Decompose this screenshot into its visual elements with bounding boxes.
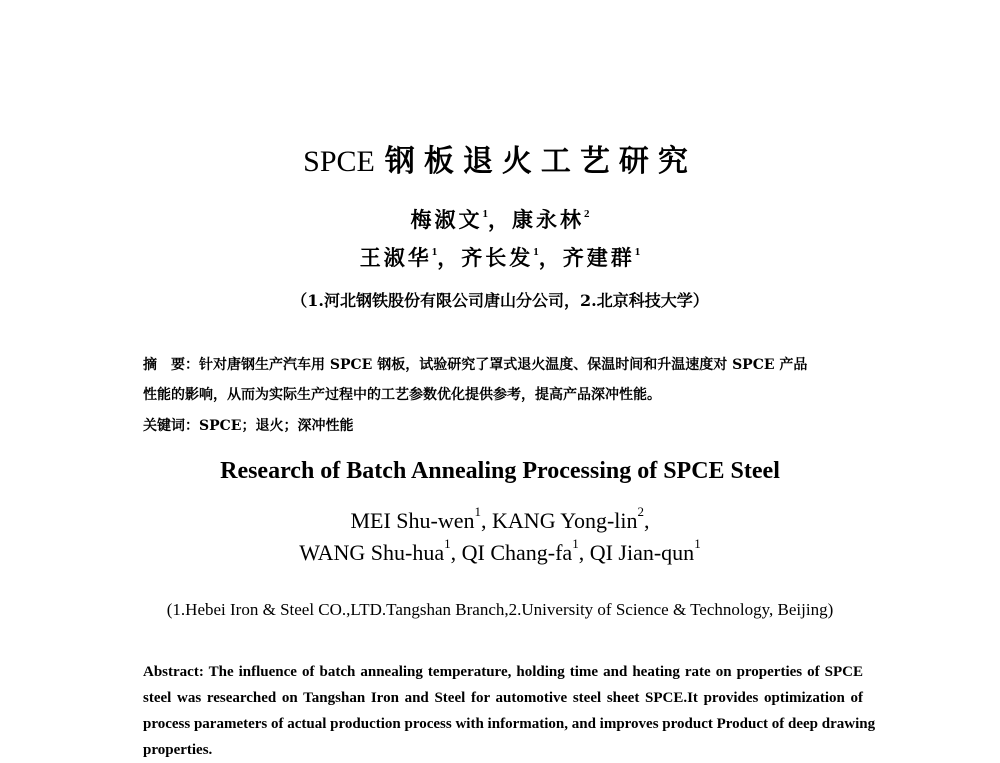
cn-author: 齐建群 <box>562 245 635 270</box>
english-authors-line-2 <box>0 535 1000 566</box>
english-abstract <box>143 659 876 763</box>
en-author: WANG Shu-hua <box>299 540 445 565</box>
cn-author-affil-mark: 1 <box>431 246 438 258</box>
cn-author-affil-mark: 1 <box>634 246 641 258</box>
english-abstract-line: properties. <box>143 742 213 758</box>
chinese-affiliation: （1.河北钢铁股份有限公司唐山分公司，2.北京科技大学） <box>291 291 709 310</box>
cn-author-separator: ， <box>488 207 512 232</box>
chinese-title <box>0 136 1000 180</box>
english-abstract-line: steel was researched on Tangshan Iron and Steel for automotive steel sheet SPCE.It provides optimization of <box>143 690 863 706</box>
english-affiliation: (1.Hebei Iron & Steel CO.,LTD.Tangshan Branch,2.University of Science & Technology, Beijing) <box>166 600 834 619</box>
en-author-separator: , <box>450 540 462 565</box>
chinese-keywords-label: 关键词： <box>143 418 199 434</box>
en-author-affil-mark: 1 <box>572 535 579 551</box>
chinese-keywords-text: SPCE；退火；深冲性能 <box>199 418 354 434</box>
cn-author-separator: ， <box>437 245 462 270</box>
cn-author: 梅淑文 <box>410 207 483 232</box>
english-abstract-line: process parameters of actual production process with information, and improves product Product of deep drawing <box>143 716 876 732</box>
en-author: QI Chang-fa <box>461 540 573 565</box>
cn-author-affil-mark: 2 <box>584 208 590 220</box>
cn-author: 齐长发 <box>461 245 534 270</box>
cn-author-affil-mark: 1 <box>482 208 488 220</box>
en-author: KANG Yong-lin <box>492 508 638 533</box>
chinese-authors-line-2 <box>0 242 1000 272</box>
en-author: QI Jian-qun <box>589 540 695 565</box>
english-abstract-line <box>143 659 863 685</box>
cn-author-separator: ， <box>538 245 563 270</box>
en-author-affil-mark: 1 <box>694 535 701 551</box>
english-abstract-text: The influence of batch annealing temperature, holding time and heating rate on properties of SPCE <box>208 664 863 680</box>
cn-author: 康永林 <box>512 207 584 232</box>
english-title: Research of Batch Annealing Processing of SPCE Steel <box>220 458 780 484</box>
english-abstract-label: Abstract: <box>143 664 204 680</box>
chinese-abstract-line-2: 性能的影响，从而为实际生产过程中的工艺参数优化提供参考，提高产品深冲性能。 <box>143 387 661 403</box>
en-author-separator: , <box>481 508 493 533</box>
chinese-title-latin: SPCE <box>303 145 375 178</box>
en-author: MEI Shu-wen <box>350 508 475 533</box>
chinese-keywords <box>143 414 863 438</box>
chinese-abstract-line-1 <box>143 353 863 377</box>
en-author-affil-mark: 2 <box>637 503 645 519</box>
en-author-separator: , <box>644 508 650 533</box>
en-author-separator: , <box>578 540 590 565</box>
chinese-title-text: 钢板退火工艺研究 <box>384 144 697 179</box>
en-author-affil-mark: 1 <box>474 503 482 519</box>
chinese-abstract-label: 摘 要： <box>143 357 199 373</box>
chinese-abstract-text: 针对唐钢生产汽车用 SPCE 钢板，试验研究了罩式退火温度、保温时间和升温速度对 SPCE 产品 <box>199 357 808 373</box>
english-authors-line-1 <box>0 503 1000 534</box>
cn-author-affil-mark: 1 <box>533 246 539 258</box>
en-author-affil-mark: 1 <box>444 535 451 551</box>
cn-author: 王淑华 <box>359 245 432 270</box>
chinese-authors-line-1 <box>0 204 1000 234</box>
